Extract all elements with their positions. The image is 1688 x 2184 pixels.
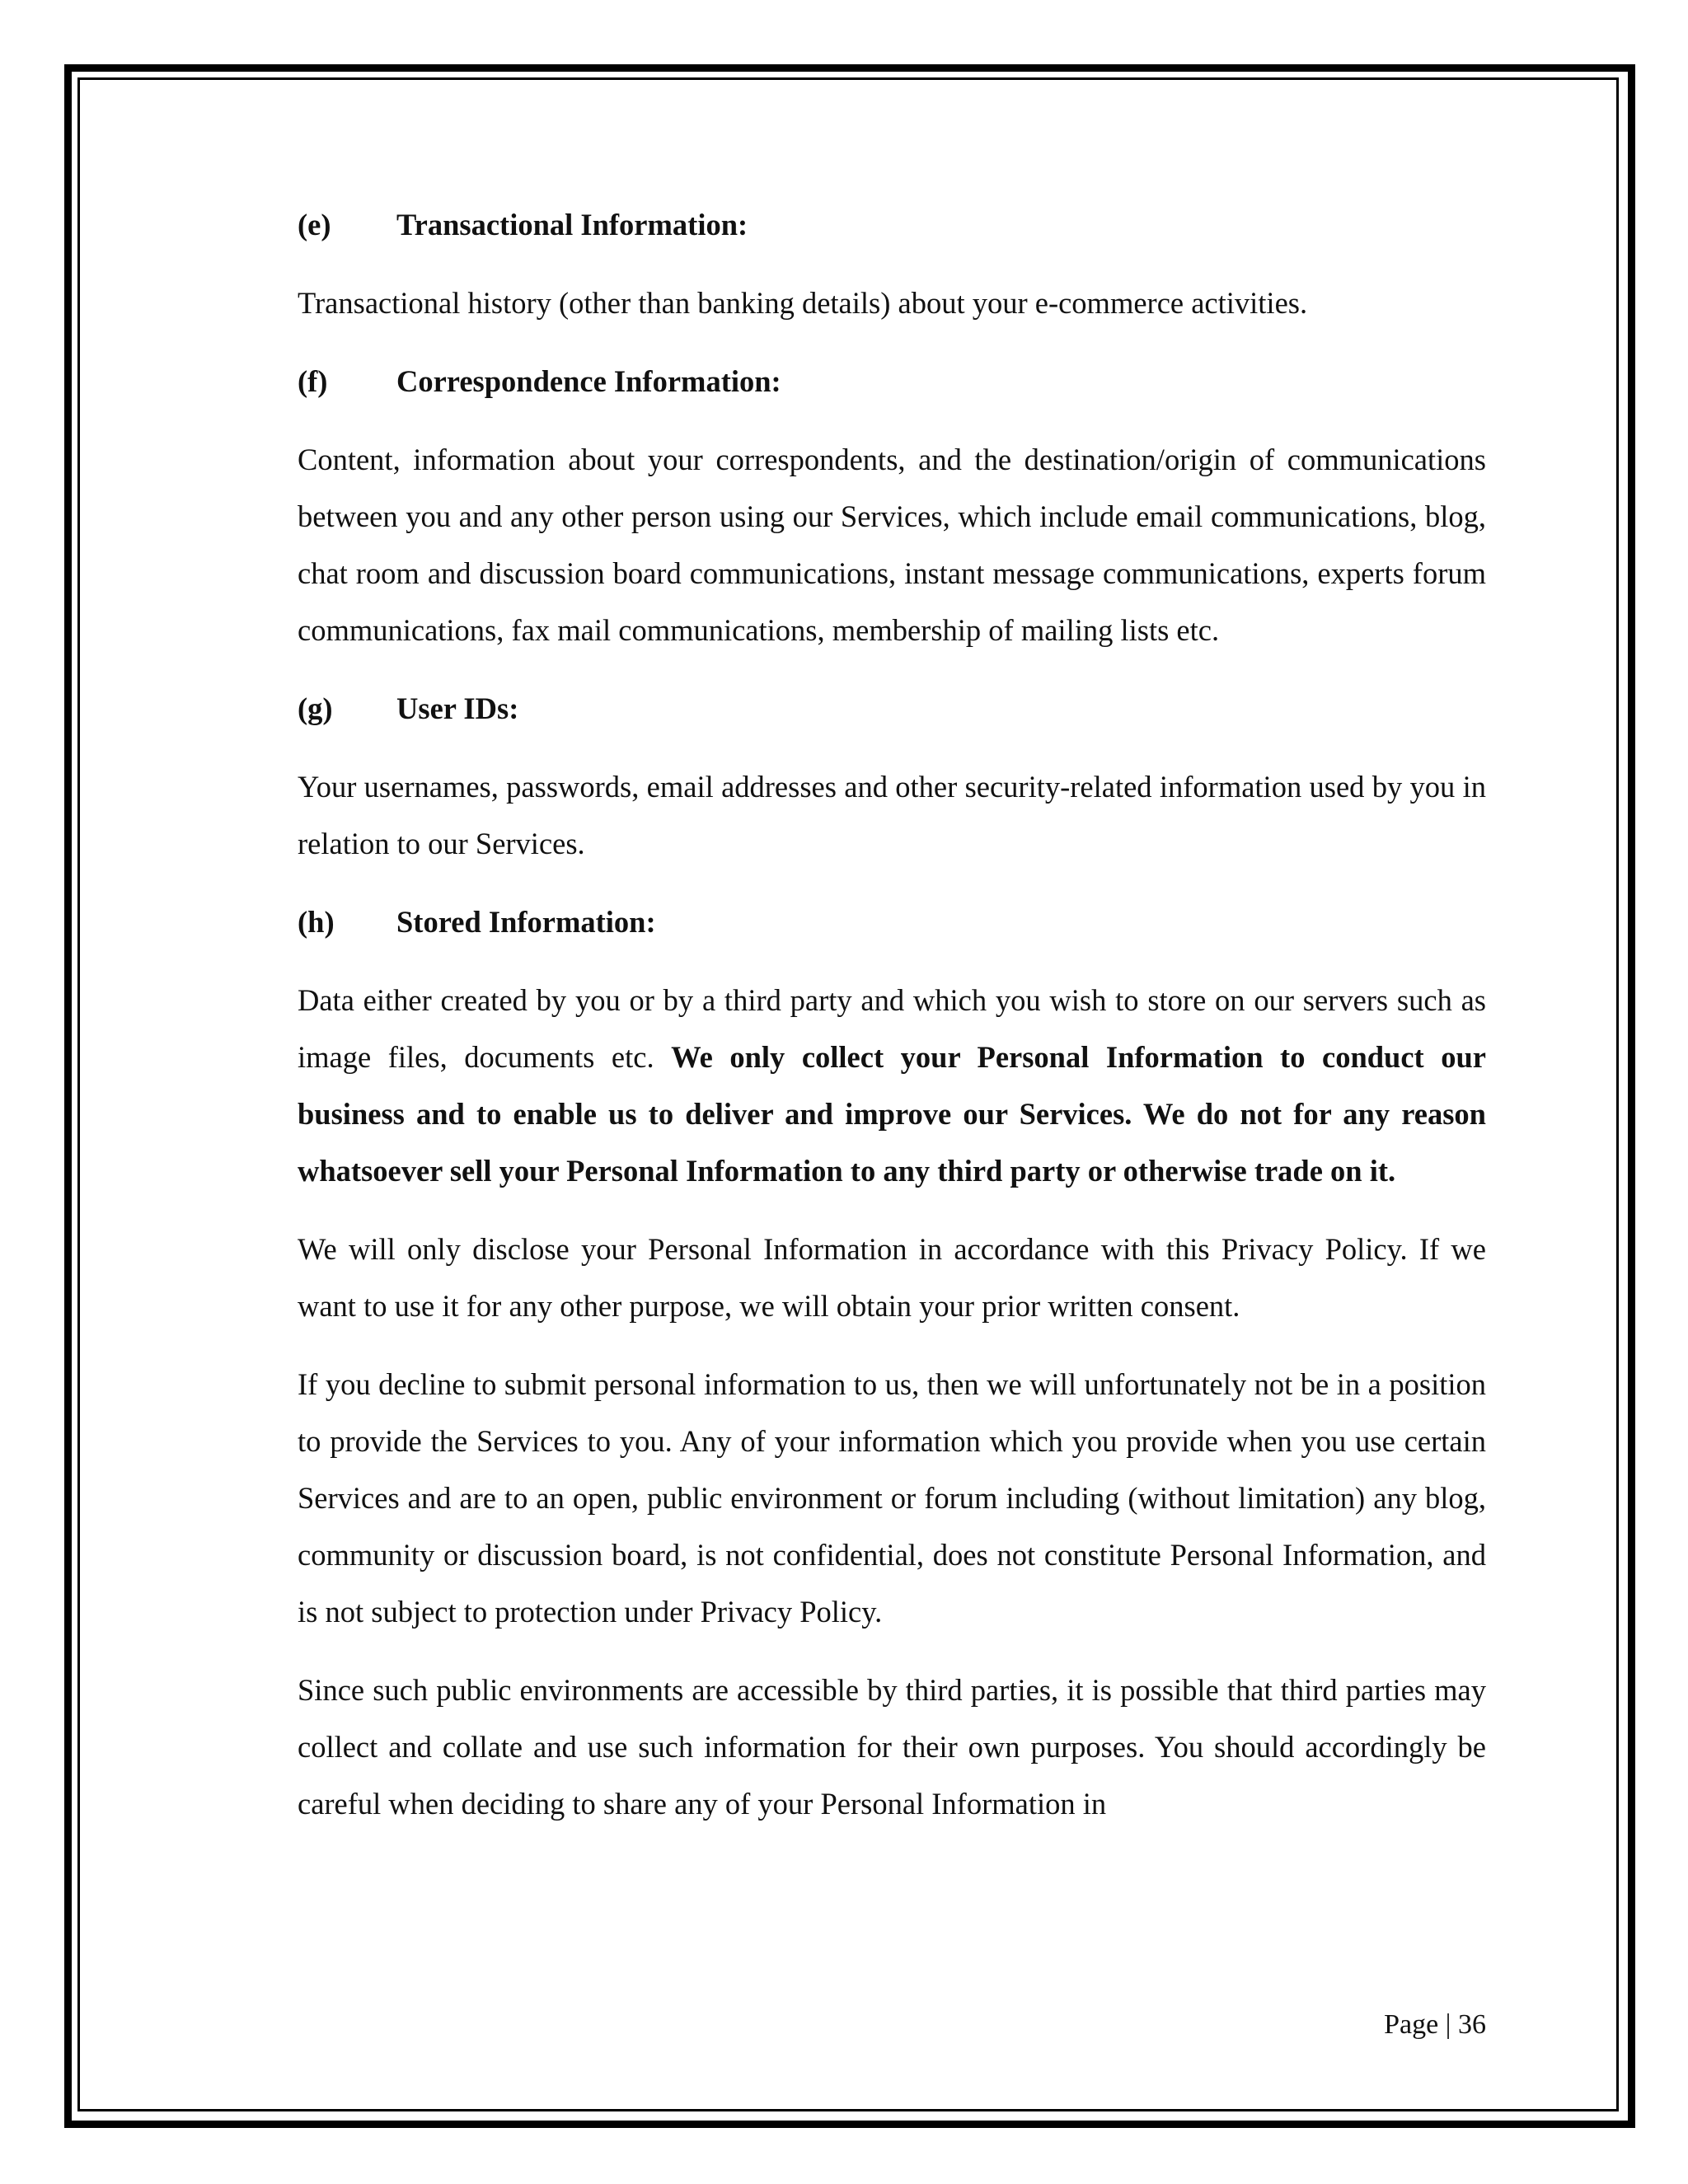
section-mark: (e) (298, 208, 331, 241)
section-body-g: Your usernames, passwords, email addresses and other security-related information used by you in relation to our Services. (298, 770, 1486, 860)
section-mark: (f) (298, 364, 328, 398)
section-heading-f (298, 353, 1486, 410)
section-title: Stored Information: (396, 905, 656, 939)
section-title: User IDs: (396, 691, 519, 725)
section-mark: (g) (298, 691, 333, 725)
section-title: Correspondence Information: (396, 364, 781, 398)
page-number: Page | 36 (1384, 2009, 1486, 2040)
paragraph-disclosure: We will only disclose your Personal Information in accordance with this Privacy Policy. If we want to use it for any other purpose, we will obtain your prior written consent. (298, 1232, 1486, 1323)
section-heading-h (298, 893, 1486, 950)
section-mark: (h) (298, 905, 335, 939)
section-title: Transactional Information: (396, 208, 748, 241)
section-body-e: Transactional history (other than banking details) about your e-commerce activities. (298, 286, 1308, 320)
paragraph-public-environments: Since such public environments are accessible by third parties, it is possible that third parties may collect and collate and use such information for their own purposes. You should accordingly be careful when deciding to share any of your Personal Information in (298, 1673, 1486, 1821)
section-body-bold: We only collect your Personal Information to conduct our business and to enable us to deliver and improve our Services. We do not for any reason whatsoever sell your Personal Information to any third party or otherwise trade on it. (298, 1040, 1486, 1188)
section-body-f: Content, information about your correspondents, and the destination/origin of communications between you and any other person using our Services, which include email communications, blog, chat room and discussion board communications, instant message communications, experts forum communications, fax mail communications, membership of mailing lists etc. (298, 443, 1486, 647)
section-heading-e (298, 196, 1486, 253)
page-content (298, 196, 1486, 1854)
paragraph-decline: If you decline to submit personal information to us, then we will unfortunately not be in a position to provide the Services to you. Any of your information which you provide when you use certain Services and are to an open, public environment or forum including (without limitation) any blog, community or discussion board, is not confidential, does not constitute Personal Information, and is not subject to protection under Privacy Policy. (298, 1367, 1486, 1629)
section-body-h (298, 972, 1486, 1199)
section-body-normal: Data either created by you or by a third party and which you wish to store on our servers such as image files, documents etc. (298, 983, 1486, 1074)
section-heading-g (298, 680, 1486, 737)
